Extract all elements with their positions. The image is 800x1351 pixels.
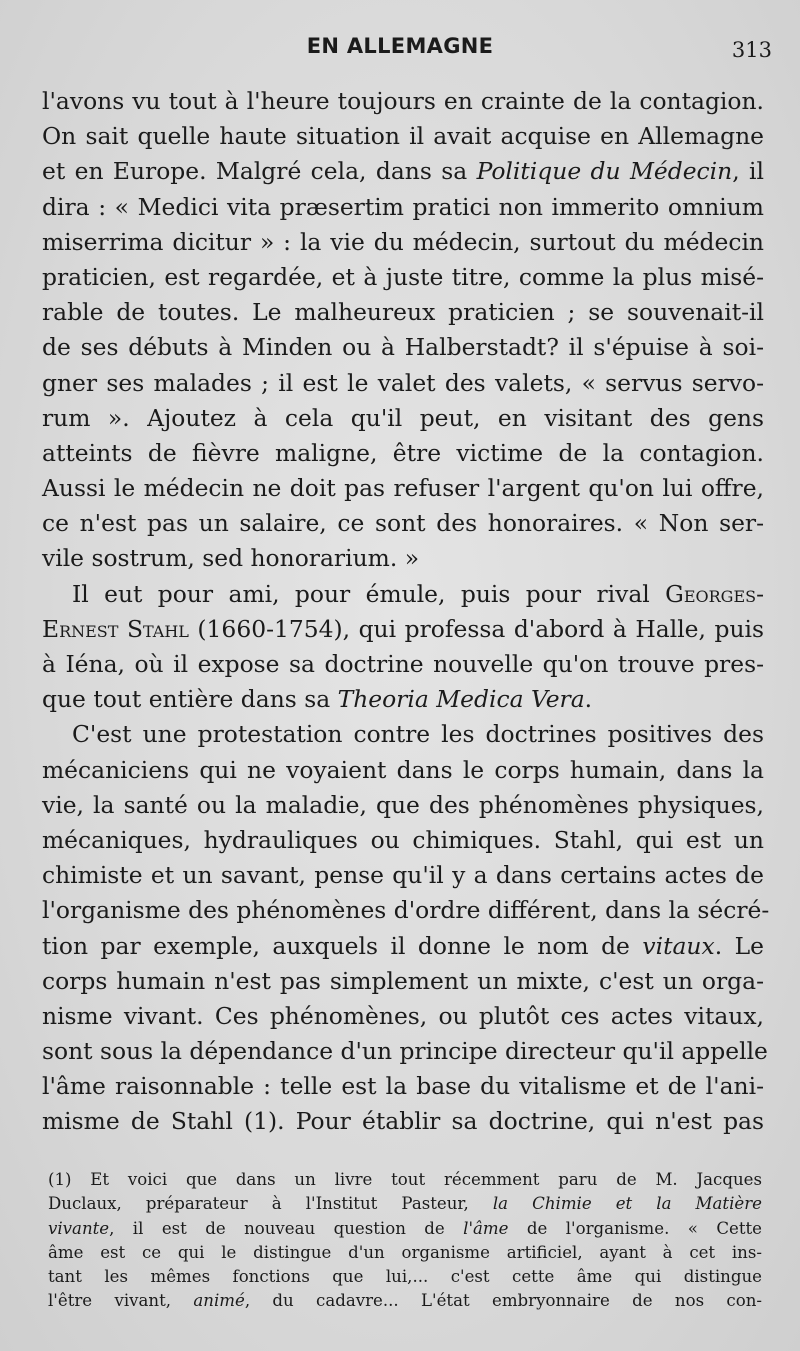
book-title-italic: Theoria Medica Vera [337,685,585,714]
page-header [0,34,800,66]
text-line: dira : « Medici vita præsertim pratici non immerito omnium [42,192,764,221]
text-span: , du cadavre... L'état embryonnaire de nos con- [244,1291,762,1311]
text-line: l'organisme des phénomènes d'ordre différent, dans la sécré- [42,896,770,925]
text-line [42,682,764,717]
footnote-line: âme est ce qui le distingue d'un organisme artificiel, ayant à cet ins- [48,1242,762,1262]
text-line: ce n'est pas un salaire, ce sont des honoraires. « Non ser- [42,509,764,538]
paragraph-start-line [42,577,764,612]
person-name-smallcaps: Ernest Stahl [42,614,189,643]
footnote-line [48,1289,762,1313]
text-line: vile sostrum, sed honorarium. » [42,544,420,573]
book-title-italic: Politique du Médecin [476,157,733,186]
text-span: . Le [714,931,764,960]
footnote-line: tant les mêmes fonctions que lui,... c'est cette âme qui distingue [48,1267,762,1287]
footnote-line: (1) Et voici que dans un livre tout récemment paru de M. Jacques [48,1170,762,1189]
body-text [42,84,770,1140]
text-line: mécaniques, hydrauliques ou chimiques. Stahl, qui est un [42,825,764,854]
text-span: Duclaux, préparateur à l'Institut Pasteur, [48,1194,493,1214]
text-line [42,154,764,189]
text-line: sont sous la dépendance d'un principe directeur qu'il appelle [42,1037,768,1066]
text-line: corps humain n'est pas simplement un mixte, c'est un orga- [42,966,764,995]
book-title-italic: vivante [48,1218,110,1238]
text-line: praticien, est regardée, et à juste titre, comme la plus misé- [42,262,764,291]
text-line: l'âme raisonnable : telle est la base du vitalisme et de l'ani- [42,1072,764,1101]
text-span: . [584,685,593,714]
text-line: gner ses malades ; il est le valet des valets, « servus servo- [42,368,764,397]
person-name-smallcaps: Georges- [665,579,764,608]
footnote-line [48,1217,762,1241]
page-number: 313 [731,38,772,62]
text-line: chimiste et un savant, pense qu'il y a dans certains actes de [42,861,764,890]
text-line: atteints de fièvre maligne, être victime de la contagion. [42,438,764,467]
text-line: miserrima dicitur » : la vie du médecin, surtout du médecin [42,227,764,256]
text-line: à Iéna, où il expose sa doctrine nouvelle qu'on trouve pres- [42,650,764,678]
term-italic: l'âme [463,1218,509,1238]
running-head: EN ALLEMAGNE [306,34,494,58]
footnote-line [48,1192,762,1216]
text-span: tion par exemple, auxquels il donne le nom de [42,931,643,960]
text-line [42,612,764,647]
text-line: On sait quelle haute situation il avait acquise en Allemagne [42,122,764,151]
text-line: rum ». Ajoutez à cela qu'il peut, en visitant des gens [42,403,764,432]
term-italic: animé [193,1291,245,1311]
text-span: que tout entière dans sa [42,685,338,714]
paragraph-start-line: C'est une protestation contre les doctrines positives des [72,720,764,749]
text-span: (1660-1754), qui professa d'abord à Halle, puis [188,614,764,643]
text-line: l'avons vu tout à l'heure toujours en crainte de la contagion. [42,87,764,115]
text-line: misme de Stahl (1). Pour établir sa doctrine, qui n'est pas [42,1107,764,1136]
text-line: nisme vivant. Ces phénomènes, ou plutôt ces actes vitaux, [42,1001,764,1030]
text-line: mécaniciens qui ne voyaient dans le corps humain, dans la [42,755,764,784]
text-span: , il est de nouveau question de [109,1218,464,1238]
text-line: vie, la santé ou la maladie, que des phénomènes physiques, [42,790,764,819]
footnote [48,1168,762,1314]
text-span: , il [732,157,764,186]
book-title-italic: la Chimie et la Matière [492,1194,762,1214]
text-span: l'être vivant, [48,1291,194,1311]
text-line: Aussi le médecin ne doit pas refuser l'argent qu'on lui offre, [42,474,764,503]
term-italic: vitaux [642,931,715,960]
text-span: Il eut pour ami, pour émule, puis pour rival [72,579,666,608]
text-line: rable de toutes. Le malheureux praticien ; se souvenait-il [42,298,764,327]
text-span: et en Europe. Malgré cela, dans sa [42,157,477,186]
text-span: de l'organisme. « Cette [508,1218,763,1238]
text-line: de ses débuts à Minden ou à Halberstadt? il s'épuise à soi- [42,333,764,362]
text-line [42,929,764,964]
